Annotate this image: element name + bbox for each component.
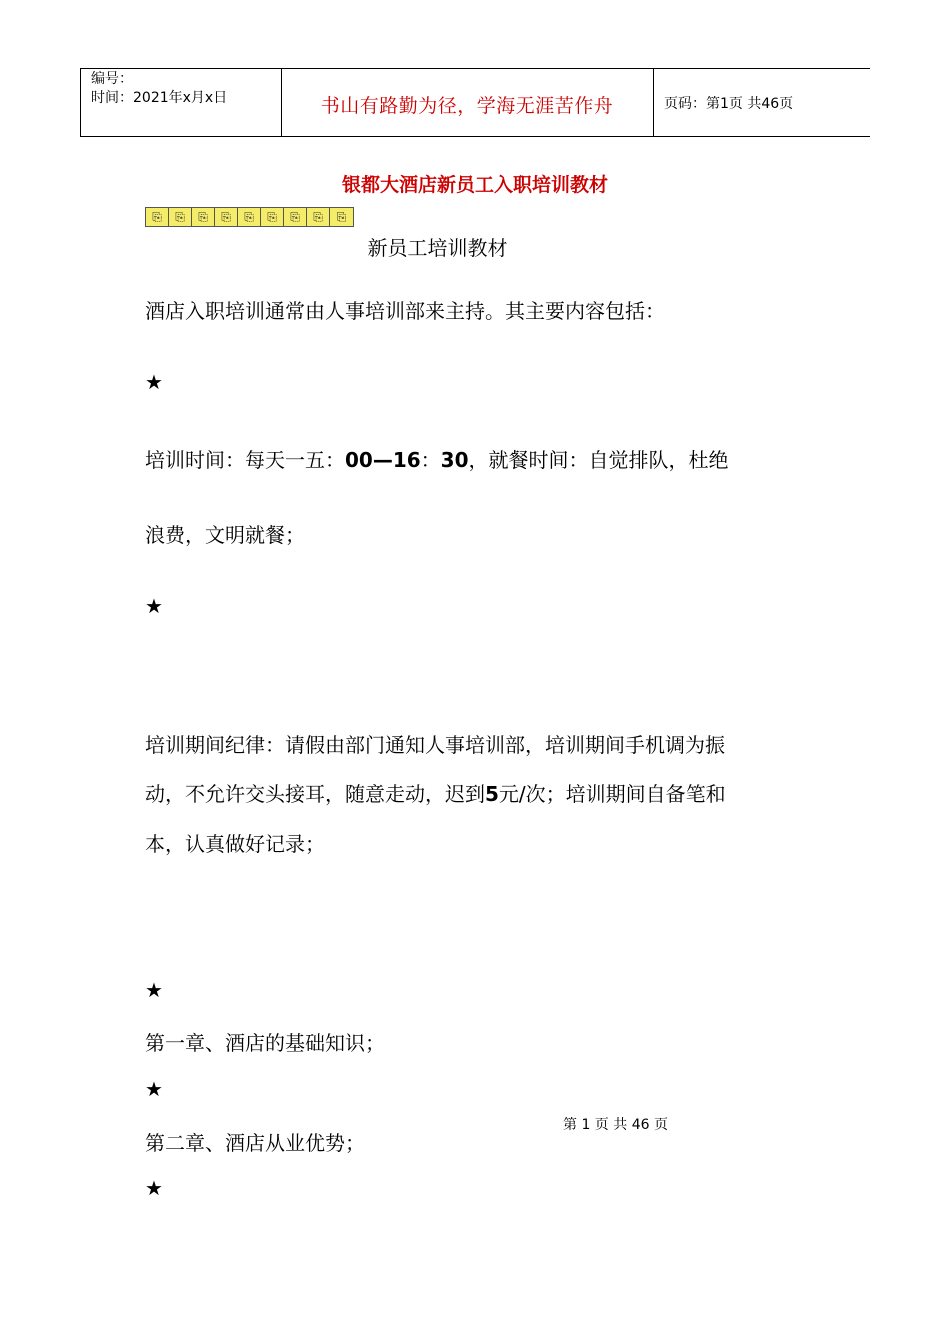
star-bullet: ★: [145, 978, 163, 1002]
star-bullet: ★: [145, 370, 163, 394]
document-icon: ⎘: [215, 208, 238, 226]
star-bullet: ★: [145, 594, 163, 618]
training-time-sep: ：: [420, 448, 441, 472]
star-bullet: ★: [145, 1077, 163, 1101]
header-page-cell: [654, 69, 870, 136]
chapter-item: 第一章、酒店的基础知识；: [145, 1031, 385, 1055]
document-icon: ⎘: [238, 208, 261, 226]
training-time-prefix: 培训时间：每天一五：: [145, 448, 345, 472]
training-time-start: 00—16: [345, 448, 421, 472]
training-time-suffix: ，就餐时间：自觉排队，杜绝: [468, 448, 729, 472]
document-icon: ⎘: [169, 208, 192, 226]
document-icon: ⎘: [192, 208, 215, 226]
document-icon: ⎘: [146, 208, 169, 226]
header-left-cell: [80, 69, 282, 136]
intro-paragraph: 酒店入职培训通常由人事培训部来主持。其主要内容包括：: [145, 299, 665, 323]
training-time-line: [145, 444, 729, 473]
header-motto-cell: [281, 69, 654, 136]
discipline-line1: 培训期间纪律：请假由部门通知人事培训部，培训期间手机调为振: [145, 733, 725, 757]
late-fine: 5: [485, 782, 499, 806]
header-table: [80, 68, 870, 137]
document-title: 银都大酒店新员工入职培训教材: [341, 174, 608, 196]
document-icon: ⎘: [261, 208, 284, 226]
document-icon: ⎘: [284, 208, 307, 226]
training-time-end: 30: [440, 448, 469, 472]
chapter-item: 第二章、酒店从业优势；: [145, 1131, 365, 1155]
discipline-line2-suffix: 元/次；培训期间自备笔和: [498, 782, 726, 806]
document-icon: ⎘: [336, 210, 347, 224]
document-icon: ⎘: [307, 208, 330, 226]
discipline-line2: [145, 778, 726, 807]
star-bullet: ★: [145, 1176, 163, 1200]
training-time-line2: 浪费，文明就餐；: [145, 523, 305, 547]
motto: 书山有路勤为径，学海无涯苦作舟: [320, 95, 614, 117]
page-footer: 第 1 页 共 46 页: [563, 1117, 668, 1133]
page-code: 页码：第1页 共46页: [664, 96, 794, 112]
discipline-line2-prefix: 动，不允许交头接耳，随意走动，迟到: [145, 782, 485, 806]
serial-label: 编号：: [91, 71, 133, 87]
discipline-line3: 本，认真做好记录；: [145, 832, 325, 856]
icon-strip: [145, 207, 354, 227]
subtitle: 新员工培训教材: [367, 236, 508, 260]
date-label: 时间：2021年x月x日: [91, 90, 228, 106]
